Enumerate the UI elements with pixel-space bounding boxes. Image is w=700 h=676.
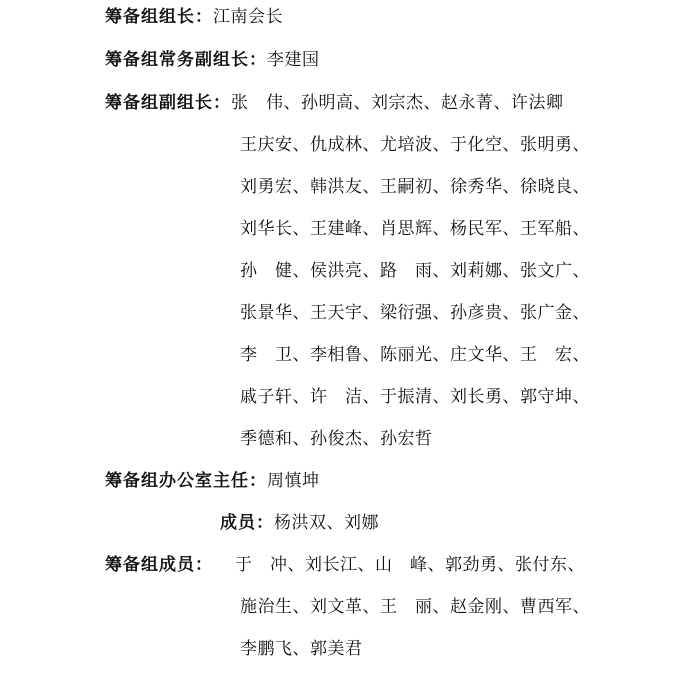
deputies-line-6: 张景华、王天宇、梁衍强、孙彦贵、张广金、 xyxy=(240,303,590,323)
leader-line xyxy=(105,6,283,28)
deputies-line-9: 季德和、孙俊杰、孙宏哲 xyxy=(240,429,433,449)
leader-value: 江南会长 xyxy=(213,7,283,27)
deputies-label: 筹备组副组长： xyxy=(105,93,231,113)
office-members-line xyxy=(220,512,379,534)
deputies-names: 张 伟、孙明高、刘宗杰、赵永菁、许法卿 xyxy=(231,93,564,113)
office-director-line xyxy=(105,470,320,492)
deputies-line-4: 刘华长、王建峰、肖思辉、杨民军、王军船、 xyxy=(240,219,590,239)
deputies-line-7: 李 卫、李相鲁、陈丽光、庄文华、王 宏、 xyxy=(240,345,590,365)
office-director-value: 周慎坤 xyxy=(267,471,320,491)
deputies-line-2: 王庆安、仇成林、尤培波、于化空、张明勇、 xyxy=(240,135,590,155)
deputies-line-8: 戚子轩、许 洁、于振清、刘长勇、郭守坤、 xyxy=(240,387,590,407)
leader-label: 筹备组组长： xyxy=(105,7,213,27)
members-line-2: 施治生、刘文革、王 丽、赵金刚、曹西军、 xyxy=(240,597,590,617)
deputies-line-3: 刘勇宏、韩洪友、王嗣初、徐秀华、徐晓良、 xyxy=(240,177,590,197)
members-line-1 xyxy=(105,554,585,576)
members-line-3: 李鹏飞、郭美君 xyxy=(240,639,363,659)
executive-deputy-value: 李建国 xyxy=(267,50,320,70)
office-members-label: 成员： xyxy=(220,513,274,533)
office-director-label: 筹备组办公室主任： xyxy=(105,471,267,491)
executive-deputy-line xyxy=(105,49,320,71)
office-members-value: 杨洪双、刘娜 xyxy=(274,513,379,533)
members-names: 于 冲、刘长江、山 峰、郭劲勇、张付东、 xyxy=(235,555,585,575)
members-label: 筹备组成员： xyxy=(105,555,213,575)
deputies-line-5: 孙 健、侯洪亮、路 雨、刘莉娜、张文广、 xyxy=(240,261,590,281)
deputies-line-1 xyxy=(105,92,564,114)
executive-deputy-label: 筹备组常务副组长： xyxy=(105,50,267,70)
